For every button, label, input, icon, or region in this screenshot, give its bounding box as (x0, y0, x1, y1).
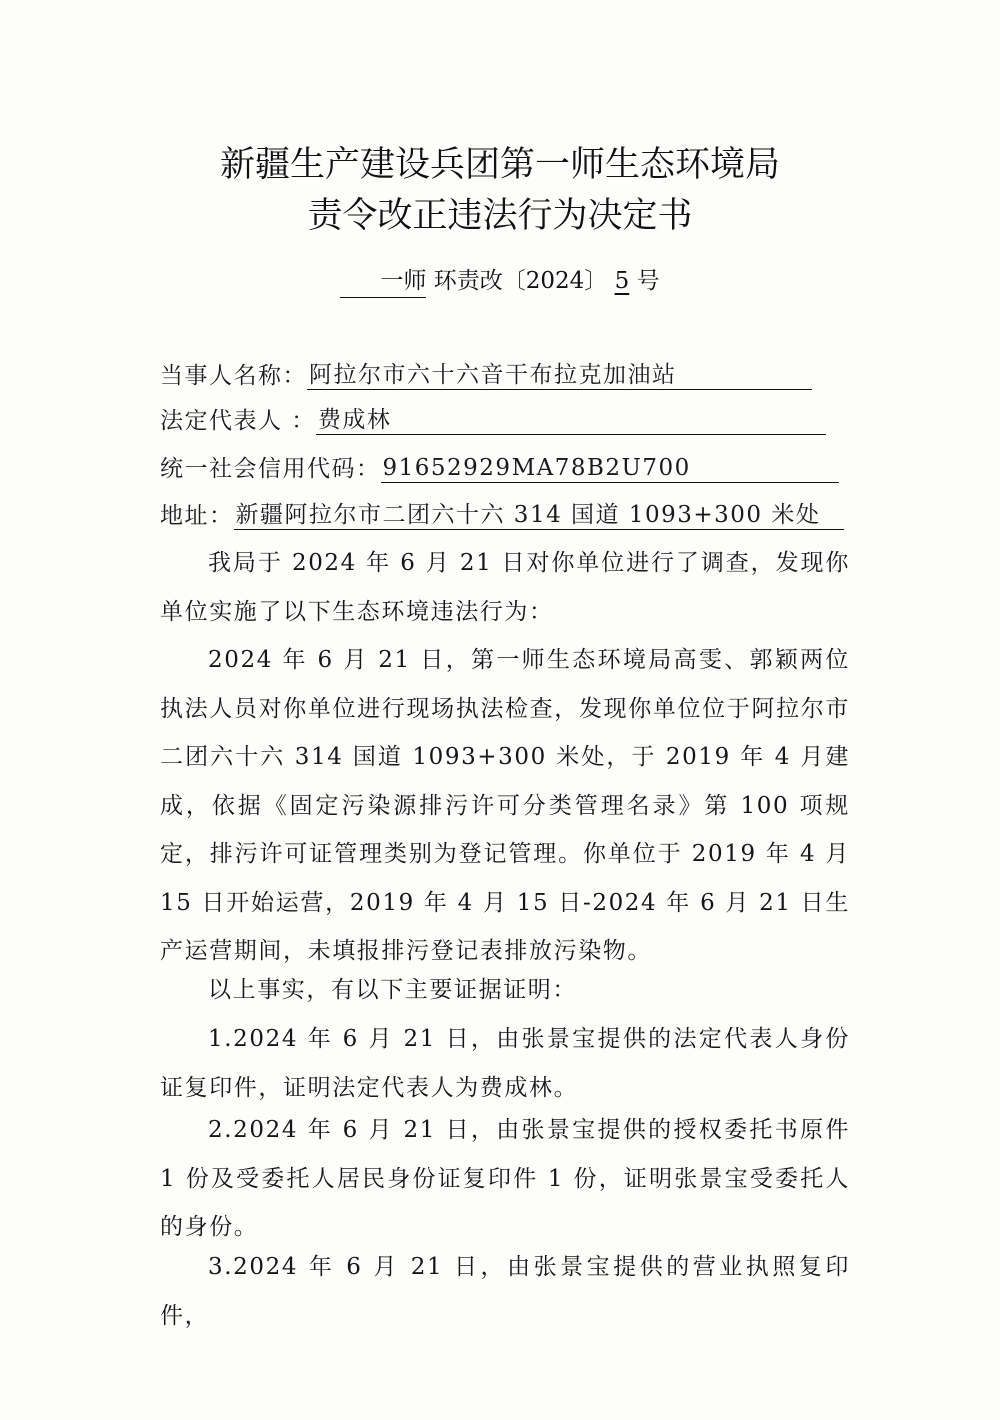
party-name-value: 阿拉尔市六十六音干布拉克加油站 (307, 360, 812, 390)
paragraph-investigation: 我局于 2024 年 6 月 21 日对你单位进行了调查，发现你单位实施了以下生态环境违法行为： (160, 550, 850, 625)
address-label: 地址： (160, 503, 234, 529)
party-name-field (160, 360, 812, 390)
legal-rep-field (160, 405, 826, 435)
paragraph-violation-facts: 2024 年 6 月 21 日，第一师生态环境局高雯、郭颖两位执法人员对你单位进行现场执法检查，发现你单位位于阿拉尔市二团六十六 314 国道 1093+300 米处，于 2019 年 4 月建成，依据《固定污染源排污许可分类管理名录》第 100 项规定，排污许可证管理类别为登记管理。你单位于 2019 年 4 月 15 日开始运营，2019 年 4 月 15 日-2024 年 6 月 21 日生产运营期间，未填报排污登记表排放污染物。 (160, 647, 850, 964)
doc-number-suffix: 号 (636, 268, 660, 294)
credit-code-value: 91652929MA78B2U700 (381, 453, 839, 483)
doc-number-prefix: 一师 (340, 262, 426, 298)
credit-code-label: 统一社会信用代码： (160, 456, 381, 482)
paragraph-evidence-3: 3.2024 年 6 月 21 日，由张景宝提供的营业执照复印件， (160, 1254, 850, 1329)
paragraph-evidence-2: 2.2024 年 6 月 21 日，由张景宝提供的授权委托书原件 1 份及受委托人居民身份证复印件 1 份，证明张景宝受委托人的身份。 (160, 1117, 850, 1240)
legal-rep-value: 费成林 (316, 405, 826, 435)
address-field (160, 500, 844, 530)
paragraph-evidence-1: 1.2024 年 6 月 21 日，由张景宝提供的法定代表人身份证复印件，证明法定代表人为费成林。 (160, 1026, 850, 1101)
document-number (0, 262, 1000, 298)
doc-number-value: 5 (614, 268, 630, 294)
document-title-line1: 新疆生产建设兵团第一师生态环境局 (219, 145, 780, 185)
doc-number-middle: 环责改〔2024〕 (433, 268, 608, 294)
address-value: 新疆阿拉尔市二团六十六 314 国道 1093+300 米处 (234, 500, 844, 530)
paragraph-evidence-intro: 以上事实，有以下主要证据证明： (208, 977, 577, 1003)
credit-code-field (160, 453, 839, 483)
party-name-label: 当事人名称： (160, 363, 307, 389)
legal-rep-label: 法定代表人 ： (160, 408, 316, 434)
document-title-line2: 责令改正违法行为决定书 (307, 196, 693, 236)
